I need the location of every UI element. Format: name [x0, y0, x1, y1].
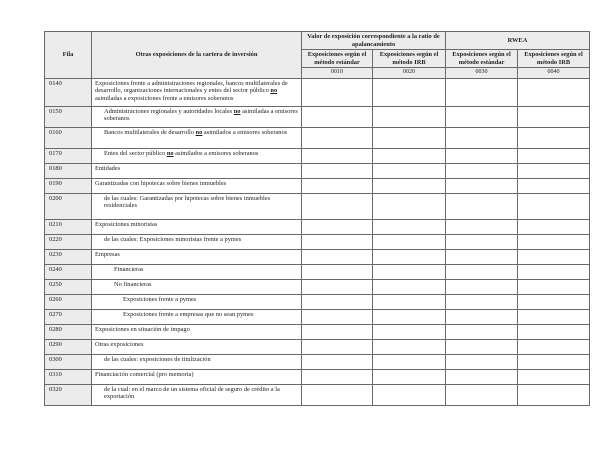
table-body [45, 79, 590, 406]
table-row [45, 164, 590, 179]
row-label-text: Bancos multilaterales de desarrollo [104, 129, 196, 136]
value-cell[interactable] [518, 220, 590, 235]
value-cell[interactable] [302, 235, 373, 250]
table-row [45, 128, 590, 149]
value-cell[interactable] [446, 310, 518, 325]
header-irb-rwea: Exposiciones según el método IRB [518, 50, 590, 68]
table-row [45, 325, 590, 340]
table-row [45, 79, 590, 107]
value-cell[interactable] [373, 355, 446, 370]
value-cell[interactable] [446, 79, 518, 107]
header-irb-valor: Exposiciones según el método IRB [373, 50, 446, 68]
value-cell[interactable] [446, 385, 518, 406]
row-label-text: asimiladas a exposiciones frente a emisores soberanos [95, 94, 234, 102]
value-cell[interactable] [302, 355, 373, 370]
row-number: 0250 [45, 280, 92, 295]
table-row [45, 265, 590, 280]
value-cell[interactable] [373, 310, 446, 325]
value-cell[interactable] [518, 340, 590, 355]
row-number: 0180 [45, 164, 92, 179]
value-cell[interactable] [446, 194, 518, 220]
column-code-0040: 0040 [518, 68, 590, 79]
value-cell[interactable] [446, 280, 518, 295]
value-cell[interactable] [518, 295, 590, 310]
value-cell[interactable] [518, 325, 590, 340]
row-label-text: Administraciones regionales y autoridades locales [104, 108, 234, 115]
row-label: Empresas [92, 250, 302, 265]
value-cell[interactable] [518, 250, 590, 265]
value-cell[interactable] [373, 194, 446, 220]
emphasis-no: no [270, 87, 278, 95]
row-number: 0220 [45, 235, 92, 250]
value-cell[interactable] [373, 220, 446, 235]
value-cell[interactable] [302, 179, 373, 194]
value-cell[interactable] [302, 107, 373, 128]
row-label: de la cual: en el marco de un sistema oficial de seguro de crédito a la exportación [92, 385, 302, 406]
row-label-text: asimilados a emisores soberanos [202, 129, 288, 136]
value-cell[interactable] [518, 107, 590, 128]
row-label-text: Exposiciones frente a administraciones regionales, bancos multilaterales de desarrollo, organizaciones internacionales y entes del sector público [95, 80, 288, 95]
table-row [45, 235, 590, 250]
row-number: 0280 [45, 325, 92, 340]
header-fila: Fila [45, 32, 92, 79]
value-cell[interactable] [446, 340, 518, 355]
table-row [45, 355, 590, 370]
row-number: 0270 [45, 310, 92, 325]
header-otras-exposiciones: Otras exposiciones de la cartera de inversión [92, 32, 302, 79]
value-cell[interactable] [302, 370, 373, 385]
row-label: Financiación comercial (pro memoria) [92, 370, 302, 385]
value-cell[interactable] [518, 280, 590, 295]
row-label: Entidades [92, 164, 302, 179]
value-cell[interactable] [373, 107, 446, 128]
value-cell[interactable] [373, 265, 446, 280]
table-row [45, 179, 590, 194]
value-cell[interactable] [373, 370, 446, 385]
value-cell[interactable] [446, 107, 518, 128]
row-label-text: Entes del sector público [104, 150, 167, 157]
value-cell[interactable] [373, 340, 446, 355]
value-cell[interactable] [446, 235, 518, 250]
value-cell[interactable] [446, 164, 518, 179]
table-row [45, 370, 590, 385]
value-cell[interactable] [302, 194, 373, 220]
value-cell[interactable] [518, 370, 590, 385]
value-cell[interactable] [373, 128, 446, 149]
row-label: de las cuales: exposiciones de titulización [92, 355, 302, 370]
column-code-0020: 0020 [373, 68, 446, 79]
row-number: 0260 [45, 295, 92, 310]
row-number: 0310 [45, 370, 92, 385]
value-cell[interactable] [518, 128, 590, 149]
emphasis-no: no [195, 129, 203, 136]
emphasis-no: no [233, 108, 241, 115]
value-cell[interactable] [302, 149, 373, 164]
row-label: Exposiciones en situación de impago [92, 325, 302, 340]
value-cell[interactable] [302, 385, 373, 406]
value-cell[interactable] [373, 149, 446, 164]
header-rwea: RWEA [446, 32, 590, 50]
row-label-text: asimiladas a emisores soberanos [104, 108, 298, 123]
row-label [92, 79, 302, 107]
value-cell[interactable] [373, 250, 446, 265]
table-row [45, 295, 590, 310]
value-cell[interactable] [518, 194, 590, 220]
value-cell[interactable] [373, 79, 446, 107]
row-label: de las cuales: Exposiciones minoristas frente a pymes [92, 235, 302, 250]
row-number: 0290 [45, 340, 92, 355]
value-cell[interactable] [373, 164, 446, 179]
value-cell[interactable] [446, 370, 518, 385]
value-cell[interactable] [373, 295, 446, 310]
row-number: 0210 [45, 220, 92, 235]
row-number: 0150 [45, 107, 92, 128]
header-estandar-rwea: Exposiciones según el método estándar [446, 50, 518, 68]
row-number: 0240 [45, 265, 92, 280]
value-cell[interactable] [302, 220, 373, 235]
value-cell[interactable] [518, 235, 590, 250]
row-label: Otras exposiciones [92, 340, 302, 355]
row-number: 0160 [45, 128, 92, 149]
value-cell[interactable] [302, 164, 373, 179]
table-row [45, 310, 590, 325]
value-cell[interactable] [446, 220, 518, 235]
row-label [92, 149, 302, 164]
value-cell[interactable] [446, 295, 518, 310]
value-cell[interactable] [446, 265, 518, 280]
value-cell[interactable] [446, 149, 518, 164]
table-row [45, 385, 590, 406]
value-cell[interactable] [446, 128, 518, 149]
value-cell[interactable] [302, 310, 373, 325]
row-label: Exposiciones frente a empresas que no sean pymes [92, 310, 302, 325]
row-number: 0320 [45, 385, 92, 406]
value-cell[interactable] [302, 340, 373, 355]
row-label: No financieras [92, 280, 302, 295]
table-row [45, 280, 590, 295]
row-label-text: asimilados a emisores soberanos [173, 150, 259, 157]
value-cell[interactable] [518, 385, 590, 406]
row-label: Exposiciones minoristas [92, 220, 302, 235]
value-cell[interactable] [518, 265, 590, 280]
table-row [45, 194, 590, 220]
value-cell[interactable] [373, 235, 446, 250]
value-cell[interactable] [302, 250, 373, 265]
column-code-0030: 0030 [446, 68, 518, 79]
value-cell[interactable] [302, 79, 373, 107]
row-label [92, 107, 302, 128]
row-number: 0230 [45, 250, 92, 265]
table-row [45, 250, 590, 265]
value-cell[interactable] [302, 325, 373, 340]
row-number: 0140 [45, 79, 92, 107]
table-row [45, 220, 590, 235]
table-row [45, 149, 590, 164]
header-estandar-valor: Exposiciones según el método estándar [302, 50, 373, 68]
value-cell[interactable] [373, 179, 446, 194]
value-cell[interactable] [518, 149, 590, 164]
row-number: 0190 [45, 179, 92, 194]
value-cell[interactable] [302, 128, 373, 149]
table-row [45, 340, 590, 355]
leverage-exposure-table [44, 31, 590, 406]
value-cell[interactable] [302, 295, 373, 310]
value-cell[interactable] [302, 280, 373, 295]
value-cell[interactable] [373, 385, 446, 406]
column-code-0010: 0010 [302, 68, 373, 79]
value-cell[interactable] [446, 179, 518, 194]
value-cell[interactable] [518, 79, 590, 107]
emphasis-no: no [166, 150, 174, 157]
header-valor-exposicion: Valor de exposición correspondiente a la ratio de apalancamiento [302, 32, 446, 50]
table-row [45, 107, 590, 128]
row-label: Exposiciones frente a pymes [92, 295, 302, 310]
row-number: 0300 [45, 355, 92, 370]
row-label: de las cuales: Garantizadas por hipotecas sobre bienes inmuebles residenciales [92, 194, 302, 220]
value-cell[interactable] [518, 164, 590, 179]
value-cell[interactable] [373, 280, 446, 295]
value-cell[interactable] [373, 325, 446, 340]
row-label [92, 128, 302, 149]
row-number: 0200 [45, 194, 92, 220]
value-cell[interactable] [446, 325, 518, 340]
row-label: Financieras [92, 265, 302, 280]
row-number: 0170 [45, 149, 92, 164]
value-cell[interactable] [518, 310, 590, 325]
row-label: Garantizadas con hipotecas sobre bienes inmuebles [92, 179, 302, 194]
value-cell[interactable] [446, 250, 518, 265]
value-cell[interactable] [446, 355, 518, 370]
value-cell[interactable] [302, 265, 373, 280]
value-cell[interactable] [518, 355, 590, 370]
value-cell[interactable] [518, 179, 590, 194]
